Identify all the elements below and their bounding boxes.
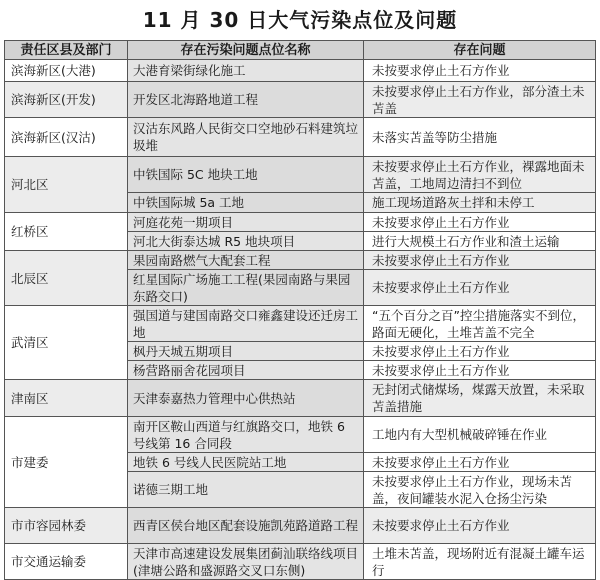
table-row [5,82,596,118]
unit-cell: 津南区 [5,380,128,417]
location-cell: 果园南路燃气大配套工程 [128,251,364,270]
problem-cell: 未按要求停止土石方作业，现场未苫盖，夜间罐装水泥入仓扬尘污染 [364,472,596,508]
header-location: 存在污染问题点位名称 [128,41,364,60]
location-cell: 枫丹天城五期项目 [128,342,364,361]
unit-cell: 市建委 [5,417,128,508]
header-problem: 存在问题 [364,41,596,60]
table-row [5,508,596,544]
page-title: 11 月 30 日大气污染点位及问题 [142,8,458,32]
problem-cell: “五个百分之百”控尘措施落实不到位，路面无硬化，土堆苫盖不完全 [364,306,596,342]
location-cell: 河庭花苑一期项目 [128,213,364,232]
table-row [5,306,596,342]
table-row [5,157,596,193]
location-cell: 诺德三期工地 [128,472,364,508]
unit-cell: 滨海新区(大港) [5,60,128,82]
table-row [5,213,596,232]
location-cell: 西青区侯台地区配套设施凯苑路道路工程 [128,508,364,544]
location-cell: 地铁 6 号线人民医院站工地 [128,453,364,472]
location-cell: 天津泰嘉热力管理中心供热站 [128,380,364,417]
table-row [5,417,596,453]
table-header-row [5,41,596,60]
location-cell: 杨营路丽舍花园项目 [128,361,364,380]
location-cell: 开发区北海路地道工程 [128,82,364,118]
unit-cell: 滨海新区(开发) [5,82,128,118]
problem-cell: 未按要求停止土石方作业 [364,342,596,361]
table-row [5,118,596,157]
problem-cell: 进行大规模土石方作业和渣土运输 [364,232,596,251]
location-cell: 强国道与建国南路交口雍鑫建设还迁房工地 [128,306,364,342]
location-cell: 汉沽东风路人民街交口空地砂石料建筑垃圾堆 [128,118,364,157]
location-cell: 天津市高速建设发展集团蓟汕联络线项目(津塘公路和盛源路交叉口东侧) [128,544,364,580]
problem-cell: 未按要求停止土石方作业 [364,213,596,232]
location-cell: 红星国际广场施工工程(果园南路与果园东路交口) [128,270,364,306]
problem-cell: 未按要求停止土石方作业 [364,508,596,544]
location-cell: 中铁国际 5C 地块工地 [128,157,364,193]
table-row [5,251,596,270]
table-row [5,544,596,580]
location-cell: 河北大街泰达城 R5 地块项目 [128,232,364,251]
problem-cell: 未落实苫盖等防尘措施 [364,118,596,157]
problem-cell: 未按要求停止土石方作业 [364,251,596,270]
table-row [5,380,596,417]
unit-cell: 武清区 [5,306,128,380]
problem-cell: 未按要求停止土石方作业，裸露地面未苫盖，工地周边清扫不到位 [364,157,596,193]
problem-cell: 未按要求停止土石方作业 [364,361,596,380]
unit-cell: 河北区 [5,157,128,213]
unit-cell: 滨海新区(汉沽) [5,118,128,157]
location-cell: 中铁国际城 5a 工地 [128,193,364,213]
problem-cell: 未按要求停止土石方作业 [364,453,596,472]
header-unit: 责任区县及部门 [5,41,128,60]
unit-cell: 红桥区 [5,213,128,251]
problem-cell: 未按要求停止土石方作业，部分渣土未苫盖 [364,82,596,118]
problem-cell: 施工现场道路灰土拌和未停工 [364,193,596,213]
problem-cell: 未按要求停止土石方作业 [364,270,596,306]
pollution-table [4,40,596,580]
unit-cell: 市交通运输委 [5,544,128,580]
problem-cell: 未按要求停止土石方作业 [364,60,596,82]
table-row [5,60,596,82]
unit-cell: 北辰区 [5,251,128,306]
problem-cell: 工地内有大型机械破碎锤在作业 [364,417,596,453]
problem-cell: 无封闭式储煤场，煤露天放置，未采取苫盖措施 [364,380,596,417]
unit-cell: 市市容园林委 [5,508,128,544]
location-cell: 南开区鞍山西道与红旗路交口，地铁 6 号线第 16 合同段 [128,417,364,453]
location-cell: 大港育梁街绿化施工 [128,60,364,82]
problem-cell: 土堆未苫盖，现场附近有混凝土罐车运行 [364,544,596,580]
